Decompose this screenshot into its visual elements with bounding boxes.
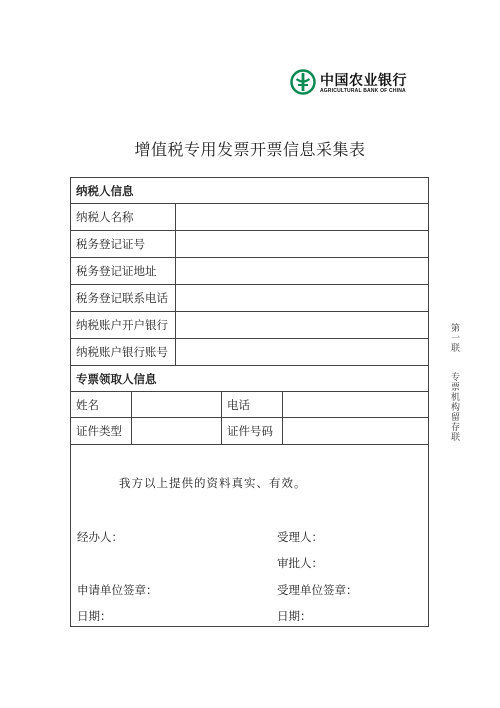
field-label: 税务登记证地址 <box>71 258 176 284</box>
field-row-tax-reg-phone <box>71 285 428 312</box>
field-label: 纳税账户银行账号 <box>71 339 176 365</box>
receiver-section-header-row <box>71 366 428 392</box>
field-row-tax-reg-number <box>71 231 428 258</box>
tax-reg-number-input[interactable] <box>176 231 428 257</box>
taxpayer-section-header-row <box>71 178 428 204</box>
tax-reg-phone-input[interactable] <box>176 285 428 311</box>
field-row-tax-bank-account <box>71 339 428 366</box>
handler-label: 经办人： <box>77 530 123 544</box>
id-number-label: 证件号码 <box>222 418 283 444</box>
field-label: 纳税人名称 <box>71 204 176 230</box>
bank-logo <box>290 69 420 103</box>
field-label: 税务登记证号 <box>71 231 176 257</box>
form-title: 增值税专用发票开票信息采集表 <box>134 140 366 159</box>
receiver-row-id <box>71 418 428 445</box>
date-left-label: 日期： <box>77 609 112 623</box>
declaration-statement: 我方以上提供的资料真实、有效。 <box>119 476 307 490</box>
phone-input[interactable] <box>283 392 428 417</box>
copy-number-label: 第一联 <box>449 323 459 353</box>
abc-logo-icon <box>290 69 316 95</box>
receiver-row-name-phone <box>71 392 428 418</box>
field-label: 税务登记联系电话 <box>71 285 176 311</box>
field-row-taxpayer-name <box>71 204 428 231</box>
id-type-label: 证件类型 <box>71 418 132 444</box>
field-label: 纳税账户开户银行 <box>71 312 176 338</box>
accepting-seal-label: 受理单位签章： <box>277 583 358 597</box>
approver-label: 审批人： <box>277 556 323 570</box>
collection-form <box>70 177 429 627</box>
name-input[interactable] <box>132 392 222 417</box>
phone-label: 电话 <box>222 392 283 417</box>
bank-name-cn: 中国农业银行 <box>320 73 407 89</box>
id-number-input[interactable] <box>283 418 428 444</box>
field-row-tax-bank <box>71 312 428 339</box>
name-label: 姓名 <box>71 392 132 417</box>
receiver-signature-label: 受理人： <box>277 530 323 544</box>
receiver-section-header: 专票领取人信息 <box>76 371 157 386</box>
copy-purpose-label: 专票机构留存联 <box>449 372 459 442</box>
tax-bank-input[interactable] <box>176 312 428 338</box>
id-type-input[interactable] <box>132 418 222 444</box>
taxpayer-name-input[interactable] <box>176 204 428 230</box>
date-right-label: 日期： <box>277 609 312 623</box>
tax-bank-account-input[interactable] <box>176 339 428 365</box>
field-row-tax-reg-address <box>71 258 428 285</box>
applicant-seal-label: 申请单位签章： <box>77 583 158 597</box>
bank-name-en: AGRICULTURAL BANK OF CHINA <box>320 88 406 94</box>
taxpayer-section-header: 纳税人信息 <box>76 183 134 198</box>
tax-reg-address-input[interactable] <box>176 258 428 284</box>
